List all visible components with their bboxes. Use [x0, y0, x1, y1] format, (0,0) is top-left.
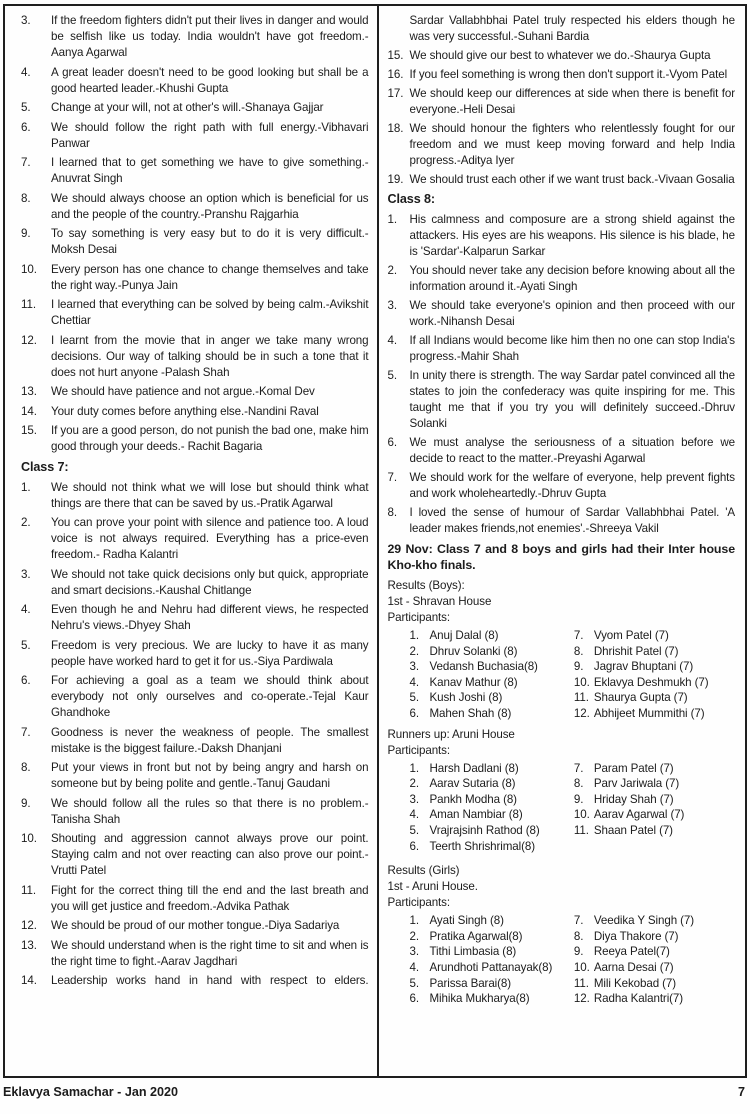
- quote-item: [21, 191, 369, 223]
- item-text: Aman Nambiar (8): [429, 808, 523, 822]
- item-number: 9.: [573, 945, 584, 959]
- item-number: 16.: [387, 68, 404, 81]
- participant-row: [410, 761, 574, 777]
- item-number: 6.: [409, 992, 419, 1006]
- item-text: Aarna Desai (7): [593, 960, 674, 974]
- item-text: We should be proud of our mother tongue.-Diya Sadariya: [51, 919, 340, 932]
- item-text: Jagrav Bhuptani (7): [593, 660, 694, 674]
- class8-heading: Class 8:: [387, 192, 436, 206]
- item-text: Anuj Dalal (8): [429, 629, 499, 642]
- item-number: 1.: [21, 480, 31, 494]
- item-number: 3.: [409, 945, 419, 959]
- quote-item: [21, 883, 369, 915]
- item-number: 4.: [409, 808, 419, 822]
- participant-row: [410, 706, 574, 722]
- item-text: We should follow the right path with full energy.-Vibhavari Panwar: [51, 120, 369, 150]
- item-text: I loved the sense of humour of Sardar Vallabhbhai Patel. 'A leader makes friends,not enemies'.-Shreeya Vakil: [409, 506, 735, 535]
- item-text: If the freedom fighters didn't put their lives in danger and would be selfish like us today. India wouldn't have got freedom.-Aanya Agarwal: [51, 14, 369, 59]
- continuation-text: Sardar Vallabhbhai Patel truly respected his elders though he was very successful.-Suhani Bardia: [409, 14, 735, 43]
- runners-participants-col1: [410, 761, 574, 855]
- participant-row: [410, 976, 574, 992]
- item-number: 17.: [387, 87, 404, 100]
- item-text: Kanav Mathur (8): [429, 675, 518, 689]
- participant-row: [410, 913, 574, 929]
- item-number: 7.: [573, 761, 584, 775]
- participant-row: [574, 644, 735, 660]
- participant-row: [574, 960, 735, 976]
- item-number: 7.: [21, 156, 31, 169]
- item-number: 2.: [21, 516, 31, 529]
- left-list-a: [21, 13, 369, 455]
- participant-row: [410, 690, 574, 706]
- quote-item: [21, 120, 369, 152]
- item-text: Aarav Sutaria (8): [429, 777, 516, 791]
- quote-item: [21, 602, 369, 634]
- content-border-box: [3, 4, 747, 1078]
- item-text: Goodness is never the weakness of people. The smallest mistake is the biggest failure.-Daksh Dhanjani: [51, 725, 369, 755]
- item-text: Reeya Patel(7): [593, 945, 670, 959]
- item-number: 12.: [21, 919, 37, 932]
- results-boys-first-place: 1st - Shravan House: [387, 595, 492, 608]
- item-text: Mahen Shah (8): [429, 706, 512, 720]
- event-heading: 29 Nov: Class 7 and 8 boys and girls had their Inter house Kho-kho finals.: [387, 542, 735, 572]
- results-girls-participants-label: Participants:: [387, 896, 450, 910]
- quote-item: [388, 333, 736, 365]
- item-number: 12.: [573, 992, 590, 1006]
- participant-row: [410, 929, 574, 945]
- right-list-b: [388, 212, 736, 537]
- item-text: Harsh Dadlani (8): [429, 761, 519, 775]
- item-number: 8.: [21, 761, 31, 774]
- quote-item: [21, 423, 369, 455]
- item-number: 14.: [21, 404, 37, 418]
- item-text: Veedika Y Singh (7): [593, 914, 695, 928]
- footer-title: Eklavya Samachar - Jan 2020: [3, 1085, 179, 1099]
- item-number: 9.: [21, 227, 31, 240]
- item-text: In unity there is strength. The way Sardar patel convinced all the states to join the confederacy was quite inspiring for me. This taught me that if you try you will definitely succeed.-Dhruv Solanki: [409, 369, 735, 430]
- item-text: Dhruv Solanki (8): [429, 644, 518, 658]
- quote-item: [21, 973, 369, 989]
- item-number: 12.: [21, 333, 37, 347]
- item-number: 1.: [409, 761, 419, 775]
- item-number: 7.: [21, 725, 31, 739]
- left-list-b: [21, 480, 369, 990]
- class7-heading: Class 7:: [21, 459, 69, 474]
- item-text: We should honour the fighters who relentlessly fought for our freedom and we must keep moving forward and help India progress.-Aditya Iyer: [409, 122, 735, 167]
- quote-item: [21, 831, 369, 879]
- item-text: Param Patel (7): [593, 761, 674, 775]
- item-text: Ayati Singh (8): [429, 914, 504, 928]
- item-number: 14.: [21, 974, 37, 987]
- item-text: We should trust each other if we want trust back.-Vivaan Gosalia: [409, 173, 735, 186]
- quote-item: [21, 297, 369, 329]
- item-text: We should not think what we will lose but should think what things are there that can be saved by us.-Pratik Agarwal: [51, 480, 369, 510]
- results-girls-section: [388, 863, 736, 1007]
- participant-row: [574, 991, 735, 1007]
- item-number: 9.: [21, 796, 31, 810]
- quote-item: [21, 918, 369, 934]
- quote-item: [388, 121, 736, 169]
- participant-row: [574, 690, 735, 706]
- participant-row: [574, 792, 735, 808]
- participant-row: [574, 628, 735, 644]
- item-number: 6.: [21, 674, 31, 687]
- item-text: We should work for the welfare of everyone, help prevent fights and work wholeheartedly.-Dhruv Gupta: [409, 471, 735, 500]
- participant-row: [574, 706, 735, 722]
- item-number: 7.: [573, 914, 584, 928]
- results-boys-participants: [410, 628, 736, 722]
- item-text: Every person has one chance to change themselves and take the right way.-Punya Jain: [51, 262, 369, 292]
- item-text: Shaan Patel (7): [593, 823, 673, 837]
- item-number: 8.: [21, 191, 31, 205]
- item-text: I learned that to get something we have to give something.-Anuvrat Singh: [51, 156, 369, 185]
- results-girls-first-place: 1st - Aruni House.: [387, 880, 478, 894]
- item-number: 2.: [409, 777, 419, 791]
- item-text: Fight for the correct thing till the end and the last breath and you will get justice and freedom.-Advika Pathak: [51, 883, 369, 913]
- girls-participants-col1: [410, 913, 574, 1007]
- item-text: Pratika Agarwal(8): [429, 929, 523, 943]
- item-number: 1.: [409, 914, 419, 928]
- results-boys-section: [388, 578, 736, 722]
- participant-row: [410, 628, 574, 644]
- item-number: 15.: [387, 49, 404, 62]
- participant-row: [410, 991, 574, 1007]
- quote-item: [388, 263, 736, 295]
- item-number: 6.: [387, 436, 397, 449]
- item-number: 6.: [21, 120, 31, 134]
- item-number: 3.: [409, 792, 419, 806]
- boys-participants-col2: [574, 628, 735, 722]
- item-number: 10.: [21, 832, 37, 845]
- item-number: 4.: [21, 603, 31, 616]
- item-text: His calmness and composure are a strong shield against the attackers. His eyes are his weapons. His silence is his blade, he is 'Sardar'-Kalparun Sarkar: [409, 213, 735, 258]
- item-number: 5.: [409, 691, 419, 705]
- item-text: Vedansh Buchasia(8): [429, 660, 538, 674]
- item-number: 2.: [409, 644, 419, 658]
- quote-item: [21, 567, 369, 599]
- item-text: You can prove your point with silence and patience too. A loud voice is not always required. Everything has a price-even freedom.- Radha Kalantri: [51, 516, 369, 561]
- item-number: 12.: [573, 706, 590, 720]
- item-text: If all Indians would become like him then no one can stop India's progress.-Mahir Shah: [409, 334, 735, 363]
- item-text: We should have patience and not argue.-Komal Dev: [51, 385, 315, 398]
- item-number: 5.: [387, 369, 397, 382]
- item-text: A great leader doesn't need to be good looking but shall be a good hearted leader.-Khushi Gupta: [51, 65, 369, 95]
- quote-item: [388, 435, 736, 467]
- item-text: Vrajrajsinh Rathod (8): [429, 823, 540, 837]
- item-text: Shouting and aggression cannot always prove our point. Staying calm and not over reacting can also prove our point.-Vrutti Patel: [51, 832, 369, 877]
- item-text: I learnt from the movie that in anger we take many wrong decisions. Our way of talking should be in such a tone that it does not hurt anyone -Palash Shah: [51, 333, 369, 379]
- item-number: 15.: [21, 424, 37, 437]
- item-text: Leadership works hand in hand with respect to elders.: [51, 974, 369, 987]
- quote-item: [388, 86, 736, 118]
- page-number: 7: [737, 1085, 745, 1099]
- participant-row: [574, 823, 735, 839]
- item-text: For achieving a goal as a team we should think about everybody not only ourselves and co-operate.-Tejal Kaur Ghandhoke: [51, 674, 369, 719]
- item-number: 6.: [409, 706, 419, 720]
- item-number: 10.: [573, 960, 590, 974]
- item-text: To say something is very easy but to do it is very difficult.-Moksh Desai: [51, 227, 369, 256]
- item-number: 3.: [21, 567, 31, 581]
- item-number: 9.: [573, 660, 584, 674]
- results-girls-participants: [410, 913, 736, 1007]
- quote-item: [21, 760, 369, 792]
- item-text: We should follow all the rules so that there is no problem.-Tanisha Shah: [51, 796, 369, 826]
- item-number: 1.: [409, 629, 419, 642]
- quote-item: [21, 404, 369, 420]
- item-number: 3.: [21, 14, 31, 27]
- participant-row: [410, 960, 574, 976]
- participant-row: [410, 807, 574, 823]
- item-text: Eklavya Deshmukh (7): [593, 675, 709, 689]
- item-text: Shaurya Gupta (7): [593, 691, 688, 705]
- item-number: 13.: [21, 385, 37, 398]
- quote-item: [21, 384, 369, 400]
- item-number: 2.: [387, 264, 397, 277]
- item-number: 7.: [573, 629, 584, 642]
- item-number: 11.: [21, 883, 36, 897]
- item-text: Pankh Modha (8): [429, 792, 517, 806]
- quote-item: [21, 725, 369, 757]
- quote-item: [21, 796, 369, 828]
- item-number: 3.: [409, 660, 419, 674]
- quote-item: [21, 262, 369, 294]
- item-text: Teerth Shrishrimal(8): [429, 839, 535, 853]
- quote-item: [21, 480, 369, 512]
- runners-up-participants-label: Participants:: [387, 743, 450, 757]
- runners-up-participants: [410, 761, 736, 855]
- item-text: Hriday Shah (7): [593, 792, 674, 806]
- item-number: 10.: [573, 808, 590, 822]
- item-number: 8.: [387, 506, 397, 519]
- item-number: 18.: [387, 122, 404, 135]
- item-text: Parissa Barai(8): [429, 976, 512, 990]
- runners-participants-col2: [574, 761, 735, 855]
- item-text: We should always choose an option which is beneficial for us and the people of the country.-Pranshu Rajgarhia: [51, 191, 369, 221]
- right-column: [379, 6, 746, 1076]
- item-text: If you feel something is wrong then don't support it.-Vyom Patel: [409, 68, 728, 81]
- quote-item: [21, 155, 369, 187]
- item-number: 9.: [573, 792, 584, 806]
- item-text: I learned that everything can be solved by being calm.-Avikshit Chettiar: [51, 298, 369, 327]
- item-text: You should never take any decision before knowing about all the information around it.-Ayati Singh: [409, 264, 735, 293]
- right-list-a: [388, 48, 736, 188]
- participant-row: [574, 913, 735, 929]
- quote-item: [21, 100, 369, 116]
- item-text: We should take everyone's opinion and then proceed with our work.-Nihansh Desai: [409, 299, 735, 328]
- quote-item: [388, 67, 736, 83]
- quote-item: [21, 65, 369, 97]
- item-text: Aarav Agarwal (7): [593, 808, 685, 822]
- item-text: Change at your will, not at other's will.-Shanaya Gajjar: [51, 101, 324, 114]
- item-number: 7.: [387, 471, 397, 484]
- item-number: 3.: [387, 299, 397, 312]
- participant-row: [574, 976, 735, 992]
- quote-item: [388, 212, 736, 260]
- item-number: 11.: [573, 976, 589, 990]
- left-column: [5, 6, 377, 1076]
- item-number: 4.: [409, 675, 419, 689]
- participant-row: [410, 839, 574, 855]
- participant-row: [574, 807, 735, 823]
- item-text: We should keep our differences at side when there is benefit for everyone.-Heli Desai: [409, 87, 735, 116]
- item-text: Parv Jariwala (7): [593, 777, 680, 791]
- item-text: Mihika Mukharya(8): [429, 992, 530, 1006]
- item-text: We should give our best to whatever we do.-Shaurya Gupta: [409, 49, 711, 62]
- quote-item: [388, 172, 736, 188]
- participant-row: [410, 776, 574, 792]
- item-number: 19.: [387, 173, 404, 186]
- item-number: 1.: [387, 213, 397, 226]
- item-number: 8.: [573, 929, 584, 943]
- boys-participants-col1: [410, 628, 574, 722]
- item-number: 4.: [387, 334, 397, 347]
- item-text: Radha Kalantri(7): [593, 992, 684, 1006]
- item-text: We should understand when is the right time to sit and when is the right time to fight.-Aarav Jagdhari: [51, 938, 369, 968]
- quote-item: [388, 368, 736, 432]
- item-text: Your duty comes before anything else.-Nandini Raval: [51, 404, 319, 418]
- page-footer: [0, 1076, 750, 1114]
- runners-up-title: Runners up: Aruni House: [387, 727, 515, 741]
- item-number: 11.: [21, 298, 36, 311]
- results-boys-title: Results (Boys):: [387, 579, 465, 592]
- item-text: We must analyse the seriousness of a situation before we decide to react to the matter.-Preyashi Agarwal: [409, 436, 735, 465]
- item-number: 6.: [409, 839, 419, 853]
- participant-row: [574, 776, 735, 792]
- quote-item: [388, 48, 736, 64]
- item-text: Vyom Patel (7): [593, 629, 669, 642]
- quote-item: [21, 673, 369, 721]
- results-boys-participants-label: Participants:: [387, 611, 450, 624]
- participant-row: [574, 675, 735, 691]
- results-girls-title: Results (Girls): [387, 864, 460, 878]
- quote-item: [21, 638, 369, 670]
- item-number: 2.: [409, 929, 419, 943]
- item-text: Abhijeet Mummithi (7): [593, 706, 705, 720]
- item-number: 5.: [21, 101, 31, 114]
- participant-row: [410, 944, 574, 960]
- quote-item: [21, 13, 369, 61]
- quote-item: [21, 515, 369, 563]
- item-number: 13.: [21, 938, 37, 952]
- item-number: 5.: [21, 638, 31, 652]
- participant-row: [574, 659, 735, 675]
- quote-item: [388, 505, 736, 537]
- participant-row: [410, 823, 574, 839]
- item-text: Arundhoti Pattanayak(8): [429, 960, 553, 974]
- item-text: Mili Kekobad (7): [593, 976, 677, 990]
- item-text: Kush Joshi (8): [429, 691, 503, 705]
- quote-item: [388, 470, 736, 502]
- item-text: Diya Thakore (7): [593, 929, 679, 943]
- item-number: 10.: [21, 262, 37, 276]
- runners-up-section: [388, 727, 736, 855]
- item-number: 10.: [573, 675, 590, 689]
- item-number: 11.: [573, 823, 589, 837]
- item-number: 8.: [573, 777, 584, 791]
- item-number: 11.: [573, 691, 589, 705]
- item-text: Dhrishit Patel (7): [593, 644, 679, 658]
- participant-row: [410, 792, 574, 808]
- item-text: Even though he and Nehru had different views, he respected Nehru's views.-Dhyey Shah: [51, 603, 369, 632]
- item-number: 4.: [21, 65, 31, 79]
- item-number: 5.: [409, 976, 419, 990]
- participant-row: [410, 675, 574, 691]
- quote-item: [21, 333, 369, 381]
- quote-item: [21, 226, 369, 258]
- participant-row: [574, 929, 735, 945]
- item-text: Freedom is very precious. We are lucky to have it as many people have worked hard to get it for us.-Siya Pardiwala: [51, 638, 369, 668]
- quote-item: [388, 298, 736, 330]
- participant-row: [410, 659, 574, 675]
- girls-participants-col2: [574, 913, 735, 1007]
- item-text: If you are a good person, do not punish the bad one, make him good through your deeds.- Rachit Bagaria: [51, 424, 369, 453]
- item-number: 4.: [409, 960, 419, 974]
- item-text: Tithi Limbasia (8): [429, 945, 517, 959]
- item-number: 8.: [573, 644, 584, 658]
- item-number: 5.: [409, 823, 419, 837]
- item-text: Put your views in front but not by being angry and harsh on someone but by being polite and gentle.-Tanuj Gaudani: [51, 761, 369, 790]
- quote-item: [21, 938, 369, 970]
- participant-row: [410, 644, 574, 660]
- participant-row: [574, 944, 735, 960]
- participant-row: [574, 761, 735, 777]
- item-text: We should not take quick decisions only but quick, appropriate and smart decisions.-Kaushal Chitlange: [51, 567, 369, 597]
